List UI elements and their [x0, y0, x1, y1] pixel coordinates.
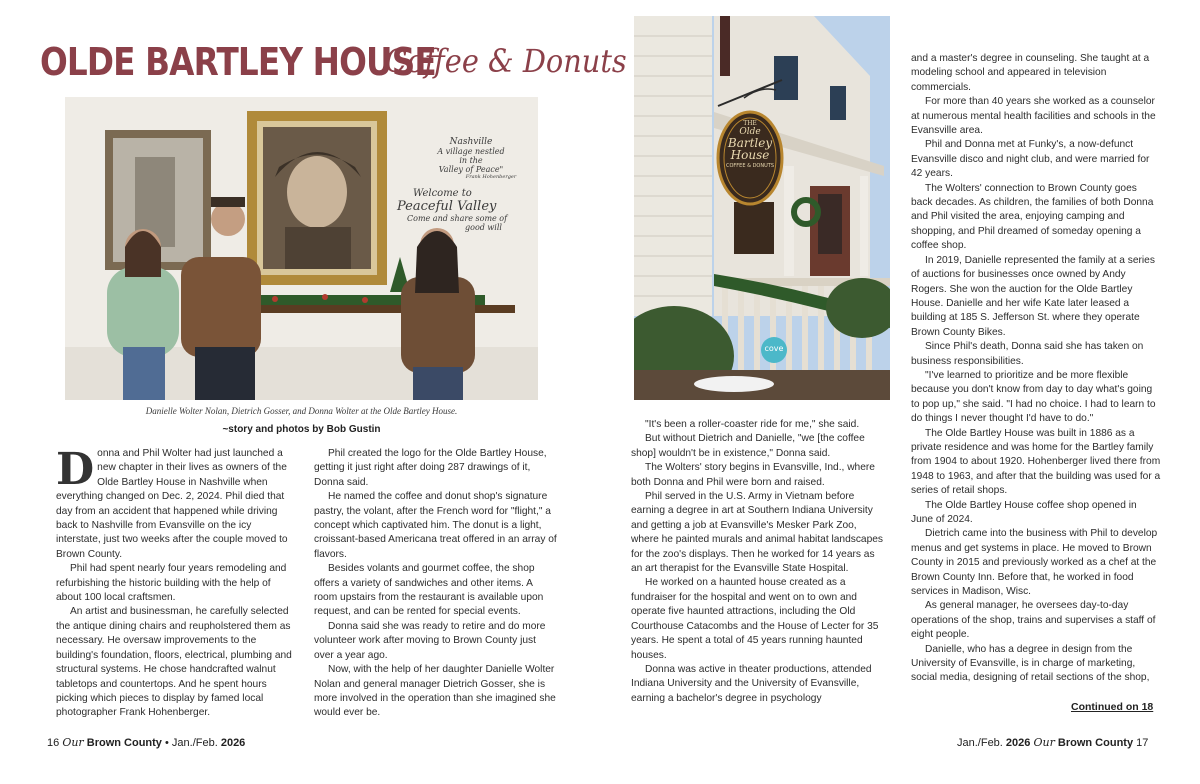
article-paragraph: Donna said she was ready to retire and do more volunteer work after moving to Brown County just over a year ago.	[314, 620, 546, 661]
folio-publication: Brown County	[86, 737, 162, 749]
sign-line1: Olde	[739, 127, 761, 137]
article-paragraph: Besides volants and gourmet coffee, the shop offers a variety of sandwiches and other items. A room upstairs from the restaurant is available upon request, and can be rented for special events.	[314, 563, 544, 618]
article-paragraph: and a master's degree in counseling. She taught at a modeling school and appeared in television commercials.	[911, 53, 1150, 93]
drop-cap: D	[56, 444, 95, 495]
article-paragraph: Phil served in the U.S. Army in Vietnam before earning a degree in art at Southern Indiana University and getting a job at Evansville's Mesker Park Zoo, where he painted murals and animal habitat landscapes for the zoo's displays. Then he worked for 14 years as an art therapist for the Evansville State Hospital.	[631, 491, 884, 575]
article-paragraph: He worked on a haunted house created as a fundraiser for the hospital and went on to own and operate five haunted attractions, including the Old Courthouse Catacombs and the House of Lecter for 35 years. He spent a total of 45 years running haunted houses.	[631, 577, 879, 661]
folio-publication: Brown County	[1057, 737, 1134, 749]
title-main: OLDE BARTLEY HOUSE	[40, 40, 436, 84]
wall-text-line: Frank Hohenberger	[465, 174, 517, 180]
article-paragraph: "I've learned to prioritize and be more flexible because you don't know from day to day what's going to pop up," she said. "I had no choice. I had to learn to do things I never thought I'd have to do."	[911, 369, 1156, 425]
folio-right	[957, 736, 1148, 749]
wall-text-line: Come and share some of	[407, 214, 508, 223]
storefront-illustration	[634, 16, 890, 400]
article-paragraph: Phil had spent nearly four years remodeling and refurbishing the historic building with the help of about 100 local craftsmen.	[56, 563, 287, 604]
sign-line2: Bartley	[727, 136, 773, 150]
byline: ~story and photos by Bob Gustin	[222, 424, 381, 435]
interior-photo	[65, 97, 538, 400]
article-paragraph: An artist and businessman, he carefully selected the antique dining chairs and reupholstered them as necessary. He oversaw improvements to the building's foundation, floors, electrical, plumbing and structural systems. He chose handcrafted walnut tabletops and countertops. And he spent hours picking which pieces to display by famed local photographer Frank Hohenberger.	[56, 606, 292, 719]
article-paragraph: "It's been a roller-coaster ride for me," she said.	[645, 419, 860, 430]
wall-text-line: good will	[465, 223, 502, 232]
cove-sign-text: cove	[764, 344, 784, 353]
article-paragraph: As general manager, he oversees day-to-day operations of the shop, trains and supervises a staff of eight people.	[911, 600, 1156, 641]
article-paragraph: Dietrich came into the business with Phil to develop menus and get systems in place. He moved to Brown County in 2015 and previously worked as a chef at the Brown County Inn. Before that, he worked in food services in Madison, Wisc.	[911, 528, 1158, 598]
folio-date: Jan./Feb.	[957, 737, 1003, 749]
folio-our: Our	[1033, 736, 1055, 749]
article-paragraph: Phil and Donna met at Funky's, a now-defunct Evansville disco and night club, and were married for 42 years.	[911, 139, 1150, 180]
article-paragraph: The Olde Bartley House coffee shop opened in June of 2024.	[911, 499, 1137, 525]
article-paragraph: Now, with the help of her daughter Danielle Wolter Nolan and general manager Dietrich Gosser, she is more involved in the operation than she imagined she would ever be.	[314, 664, 556, 719]
sign-line4: COFFEE & DONUTS	[726, 163, 774, 169]
article-paragraph: In 2019, Danielle represented the family at a series of auctions for businesses once owned by Andy Rogers. She won the auction for the Olde Bartley House. Danielle and her wife Kate later leased a building at 185 S. Jefferson St. where they operate Brown County Bikes.	[911, 254, 1155, 338]
wall-text-line: Nashville	[449, 137, 493, 147]
article-paragraph: The Wolters' connection to Brown County goes back decades. As children, the families of both Donna and Phil visited the area, enjoying camping and shopping, and Phil dreamed of someday opening a coffee shop.	[911, 182, 1154, 252]
paragraph-text: onna and Phil Wolter had just launched a new chapter in their lives as owners of the Olde Bartley House in Nashville when everything changed on Dec. 2, 2024. Phil died that day from an accident that happened while driving back to Nashville from Evansville on the icy interstate, just two weeks after the couple moved to Brown County.	[56, 448, 288, 560]
folio-left	[47, 736, 245, 749]
wall-text-line: in the	[459, 156, 483, 165]
wall-text-line: Valley of Peace"	[438, 165, 504, 174]
page-number: 16	[47, 737, 60, 749]
folio-our: Our	[62, 736, 84, 749]
folio-year: 2026	[220, 737, 246, 749]
page-title	[40, 40, 627, 96]
continued-link[interactable]: Continued on 18	[1071, 701, 1154, 713]
article-column-4	[911, 52, 1161, 686]
folio-separator: •	[164, 737, 169, 749]
photo-caption: Danielle Wolter Nolan, Dietrich Gosser, and Donna Wolter at the Olde Bartley House.	[145, 406, 458, 416]
article-paragraph: But without Dietrich and Danielle, "we [the coffee shop] wouldn't be in existence," Donna said.	[631, 433, 865, 459]
folio-date: Jan./Feb.	[171, 737, 218, 749]
article-column-3	[631, 418, 885, 706]
article-paragraph: Donna was active in theater productions, attended Indiana University and the University of Evansville, earning a bachelor's degree in psychology	[631, 663, 872, 704]
sign-line3: House	[730, 148, 770, 162]
storefront-photo	[634, 16, 890, 400]
article-paragraph: Danielle, who has a degree in design from the University of Evansville, is in charge of marketing, social media, designing of retail sections of the shop,	[911, 643, 1150, 684]
wall-text-line: A village nestled	[437, 147, 505, 156]
sign-small: THE	[743, 120, 757, 127]
title-script: Coffee & Donuts	[385, 42, 627, 80]
article-paragraph	[56, 444, 296, 562]
wall-text-line: Peaceful Valley	[397, 199, 497, 214]
wall-text-line: Welcome to	[413, 188, 472, 199]
wall-lettering	[397, 137, 538, 232]
article-paragraph: For more than 40 years she worked as a counselor at numerous mental health facilities and schools in the Evansville area.	[911, 96, 1156, 137]
folio-year: 2026	[1005, 737, 1031, 749]
article-paragraph: The Olde Bartley House was built in 1886 as a private residence and was home for the Bartley family from 1904 to about 1920. Hohenberger lived there from 1948 to 1963, and after that the building was used for a series of retail shops.	[911, 427, 1161, 497]
article-paragraph: Phil created the logo for the Olde Bartley House, getting it just right after doing 287 drawings of it, Donna said.	[314, 448, 547, 488]
article-paragraph: He named the coffee and donut shop's signature pastry, the volant, after the French word for "flight," a concept which captivated him. The donut is a light, croissant-based Americana treat offered in an array of flavors.	[314, 491, 557, 560]
page-number: 17	[1136, 737, 1149, 749]
hanging-sign-text	[720, 120, 780, 169]
article-paragraph: The Wolters' story begins in Evansville, Ind., where both Donna and Phil were born and raised.	[631, 462, 875, 488]
article-column-1	[56, 444, 296, 721]
article-column-2	[314, 447, 558, 721]
article-paragraph: Since Phil's death, Donna said she has taken on business responsibilities.	[911, 341, 1144, 367]
